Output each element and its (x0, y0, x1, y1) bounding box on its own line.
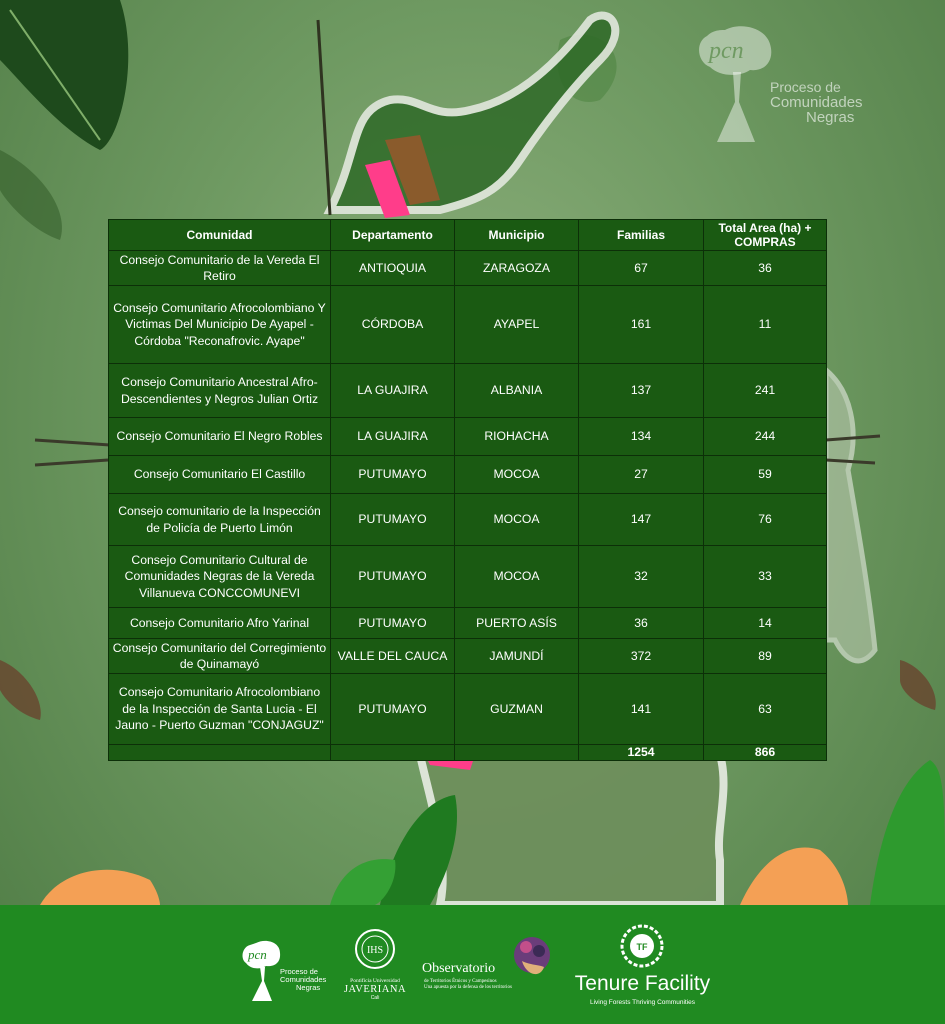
footer-pcn-line: Comunidades (280, 975, 327, 984)
cell-total-area: 59 (704, 456, 827, 494)
cell-municipio: JAMUNDÍ (455, 639, 579, 674)
totals-cell-empty (455, 745, 579, 761)
cell-departamento: PUTUMAYO (331, 494, 455, 546)
javeriana-line3: Cali (370, 995, 380, 1001)
observatorio-title: Observatorio (422, 961, 496, 976)
cell-total-area: 241 (704, 364, 827, 418)
cell-familias: 372 (579, 639, 704, 674)
cell-municipio: MOCOA (455, 494, 579, 546)
cell-comunidad: Consejo Comunitario Afrocolombiano de la Inspección de Santa Lucia - El Jauno - Puerto Guzman "CONJAGUZ" (109, 674, 331, 745)
table-row (109, 494, 827, 546)
cell-comunidad: Consejo Comunitario El Castillo (109, 456, 331, 494)
cell-familias: 141 (579, 674, 704, 745)
cell-familias: 137 (579, 364, 704, 418)
cell-municipio: MOCOA (455, 456, 579, 494)
table-row (109, 456, 827, 494)
pcn-tree-logo-icon (695, 22, 775, 147)
header-municipio: Municipio (455, 220, 579, 251)
pcn-header-line: Negras (806, 109, 855, 126)
cell-comunidad: Consejo Comunitario El Negro Robles (109, 418, 331, 456)
cell-comunidad: Consejo Comunitario Afro Yarinal (109, 608, 331, 639)
header-familias: Familias (579, 220, 704, 251)
cell-total-area: 76 (704, 494, 827, 546)
tenure-title: Tenure Facility (574, 972, 711, 995)
cell-departamento: VALLE DEL CAUCA (331, 639, 455, 674)
table-row (109, 546, 827, 608)
leaf-icon (900, 660, 936, 710)
observatorio-subtitle (424, 979, 512, 991)
leaf-icon (0, 660, 41, 720)
observatorio-line2: Una apuesta por la defensa de los territorios (424, 985, 512, 990)
cell-total-area: 36 (704, 251, 827, 286)
cell-municipio: ZARAGOZA (455, 251, 579, 286)
cell-familias: 161 (579, 286, 704, 364)
cell-comunidad: Consejo Comunitario Ancestral Afro-Descendientes y Negros Julian Ortiz (109, 364, 331, 418)
observatorio-face-icon (512, 935, 552, 983)
cell-familias: 32 (579, 546, 704, 608)
cell-comunidad: Consejo Comunitario Afrocolombiano Y Victimas Del Municipio De Ayapel - Córdoba "Reconafrovic. Ayape" (109, 286, 331, 364)
pcn-header-line: Proceso de (770, 79, 841, 95)
header-total-area: Total Area (ha) + COMPRAS (704, 220, 827, 251)
pcn-header-text (770, 80, 863, 125)
map-silhouette (420, 755, 724, 905)
pcn-header-logo (690, 22, 890, 152)
cell-comunidad: Consejo comunitario de la Inspección de Policía de Puerto Limón (109, 494, 331, 546)
cell-familias: 147 (579, 494, 704, 546)
table-row (109, 418, 827, 456)
footer-observatorio-logo (420, 933, 552, 993)
leaf-icon (40, 870, 160, 905)
leaf-icon (870, 760, 945, 905)
cell-total-area: 14 (704, 608, 827, 639)
leaf-icon (740, 847, 848, 905)
table-header-row (109, 220, 827, 251)
cell-municipio: MOCOA (455, 546, 579, 608)
total-area: 866 (704, 745, 827, 761)
totals-cell-empty (109, 745, 331, 761)
cell-departamento: ANTIOQUIA (331, 251, 455, 286)
tenure-tagline: Living Forests Thriving Communities (590, 999, 695, 1006)
footer-logos-bar (0, 905, 945, 1024)
cell-municipio: PUERTO ASÍS (455, 608, 579, 639)
table-row (109, 364, 827, 418)
cell-total-area: 33 (704, 546, 827, 608)
svg-text:pcn: pcn (248, 947, 267, 962)
footer-pcn-logo (242, 939, 332, 1005)
cell-municipio: RIOHACHA (455, 418, 579, 456)
cell-municipio: AYAPEL (455, 286, 579, 364)
cell-departamento: LA GUAJIRA (331, 418, 455, 456)
footer-pcn-text (280, 968, 326, 992)
cell-total-area: 244 (704, 418, 827, 456)
tenure-facility-emblem-icon (619, 923, 665, 969)
header-departamento: Departamento (331, 220, 455, 251)
table-row (109, 639, 827, 674)
footer-pcn-line: Negras (296, 983, 321, 992)
totals-cell-empty (331, 745, 455, 761)
cell-municipio: GUZMAN (455, 674, 579, 745)
cell-departamento: PUTUMAYO (331, 456, 455, 494)
javeriana-line2: JAVERIANA (343, 984, 407, 995)
cell-total-area: 11 (704, 286, 827, 364)
svg-text:TF: TF (636, 942, 648, 952)
cell-comunidad: Consejo Comunitario del Corregimiento de Quinamayó (109, 639, 331, 674)
cell-departamento: PUTUMAYO (331, 546, 455, 608)
table-row (109, 251, 827, 286)
cell-departamento: CÓRDOBA (331, 286, 455, 364)
map-silhouette (826, 370, 875, 661)
pcn-tree-logo-icon (242, 939, 282, 1005)
table-row (109, 674, 827, 745)
cell-familias: 27 (579, 456, 704, 494)
table-row (109, 608, 827, 639)
svg-text:pcn: pcn (709, 38, 744, 64)
table-row (109, 286, 827, 364)
totals-row (109, 745, 827, 761)
cell-departamento: PUTUMAYO (331, 608, 455, 639)
cell-familias: 67 (579, 251, 704, 286)
header-comunidad: Comunidad (109, 220, 331, 251)
cell-comunidad: Consejo Comunitario de la Vereda El Retiro (109, 251, 331, 286)
footer-tenure-logo (565, 923, 725, 1018)
cell-municipio: ALBANIA (455, 364, 579, 418)
svg-text:IHS: IHS (366, 945, 384, 956)
cell-familias: 36 (579, 608, 704, 639)
footer-pcn-line: Proceso de (280, 967, 318, 976)
cell-total-area: 63 (704, 674, 827, 745)
cell-departamento: LA GUAJIRA (331, 364, 455, 418)
cell-comunidad: Consejo Comunitario Cultural de Comunidades Negras de la Vereda Villanueva CONCCOMUNEVI (109, 546, 331, 608)
footer-javeriana-logo (340, 927, 410, 1017)
pcn-header-line: Comunidades (770, 94, 863, 111)
observatorio-line1: de Territorios Étnicos y Campesinos (424, 979, 497, 984)
javeriana-line1: Pontificia Universidad (350, 978, 400, 984)
javeriana-seal-icon (353, 927, 397, 971)
communities-table (108, 219, 827, 761)
cell-total-area: 89 (704, 639, 827, 674)
cell-departamento: PUTUMAYO (331, 674, 455, 745)
cell-familias: 134 (579, 418, 704, 456)
total-familias: 1254 (579, 745, 704, 761)
leaf-icon (0, 150, 62, 240)
